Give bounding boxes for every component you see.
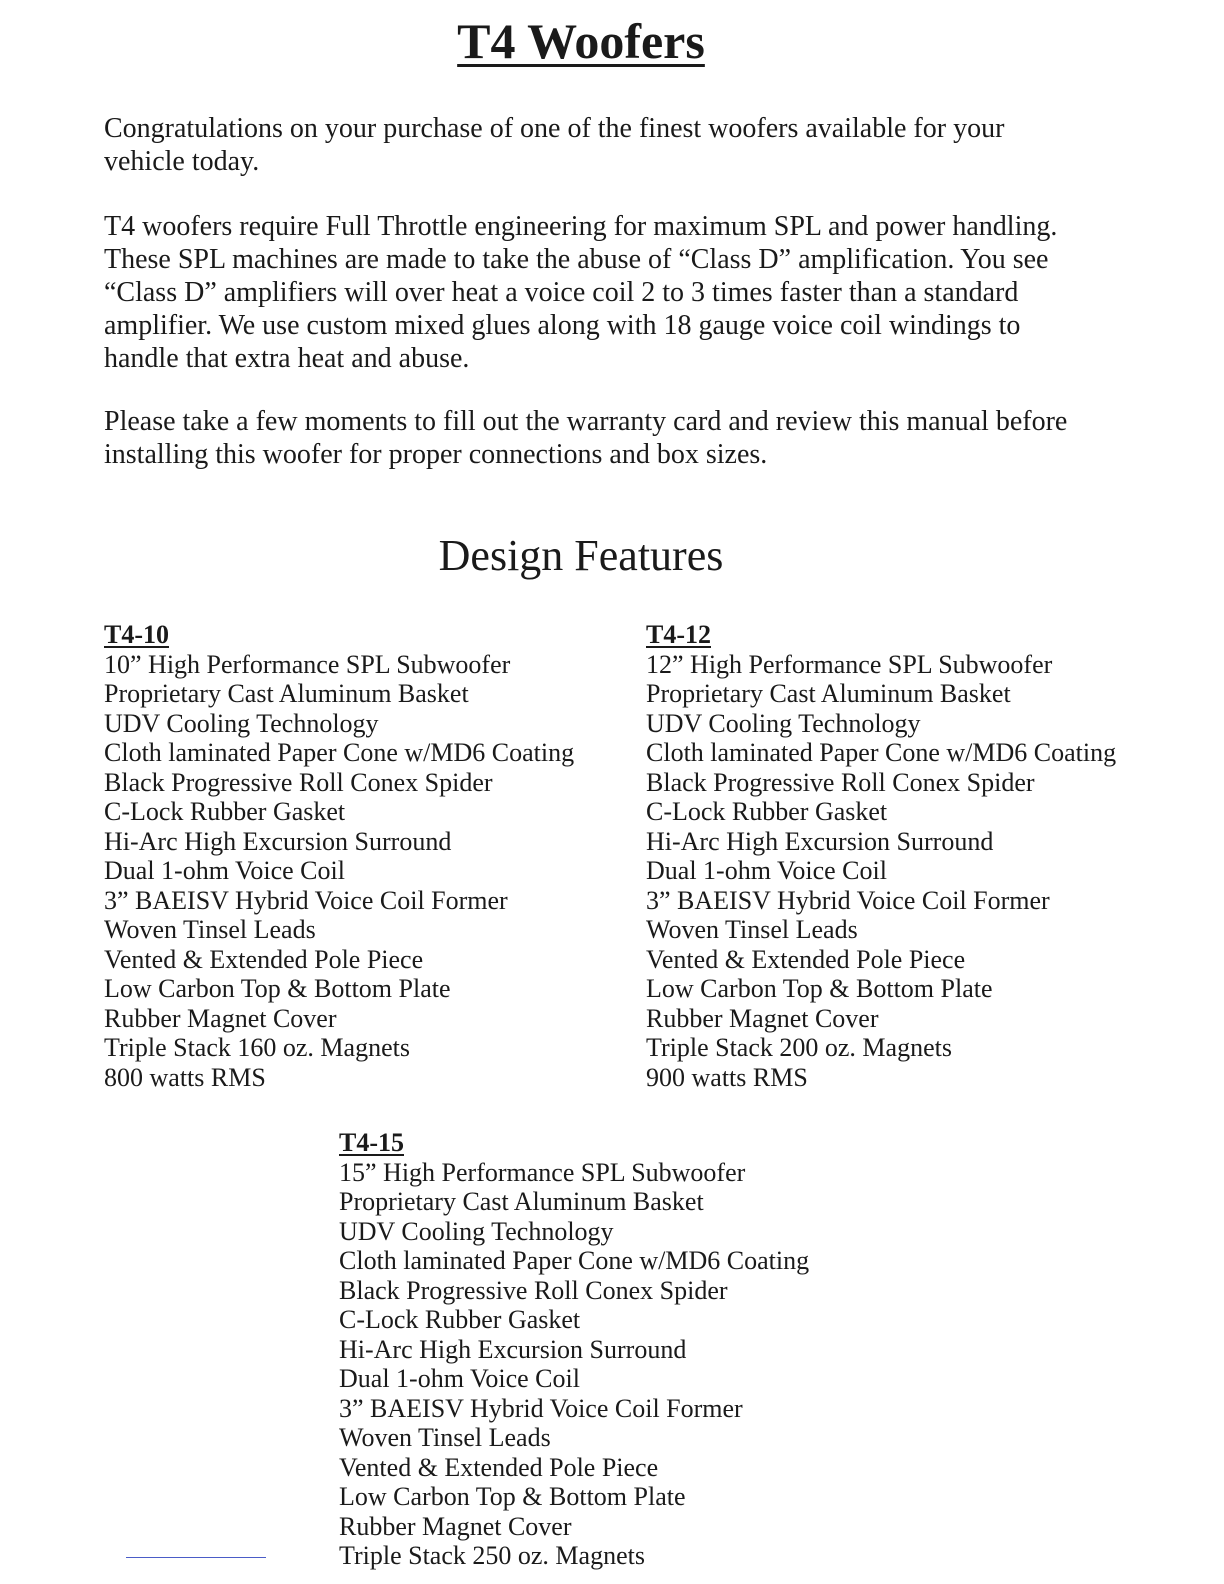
feature-item: Proprietary Cast Aluminum Basket	[646, 679, 1011, 708]
feature-list	[646, 650, 1120, 1093]
feature-item: Hi-Arc High Excursion Surround	[339, 1334, 687, 1364]
feature-item: Black Progressive Roll Conex Spider	[339, 1275, 728, 1305]
feature-item: Cloth laminated Paper Cone w/MD6 Coating	[339, 1246, 810, 1275]
feature-item: 3” BAEISV Hybrid Voice Coil Former	[339, 1393, 743, 1423]
feature-item: 12” High Performance SPL Subwoofer	[646, 649, 1053, 679]
feature-item: Low Carbon Top & Bottom Plate	[104, 974, 451, 1003]
feature-item: 10” High Performance SPL Subwoofer	[104, 649, 511, 679]
feature-item: 800 watts RMS	[104, 1062, 266, 1092]
model-name: T4-15	[339, 1128, 404, 1157]
feature-item: Vented & Extended Pole Piece	[339, 1452, 659, 1482]
feature-item: 15” High Performance SPL Subwoofer	[339, 1157, 746, 1187]
model-t4-10	[104, 620, 684, 1092]
model-name: T4-12	[646, 620, 711, 649]
feature-item: UDV Cooling Technology	[104, 708, 379, 738]
feature-item: Cloth laminated Paper Cone w/MD6 Coating	[646, 738, 1117, 767]
feature-item: 3” BAEISV Hybrid Voice Coil Former	[646, 885, 1050, 915]
feature-item: Triple Stack 200 oz. Magnets	[646, 1033, 952, 1062]
page-title-text: T4 Woofers	[457, 13, 705, 69]
feature-item: UDV Cooling Technology	[339, 1216, 614, 1246]
feature-item: Vented & Extended Pole Piece	[646, 944, 966, 974]
feature-item: Rubber Magnet Cover	[646, 1003, 879, 1033]
page-title	[0, 10, 1162, 72]
feature-item: Dual 1-ohm Voice Coil	[104, 856, 345, 885]
feature-item: 3” BAEISV Hybrid Voice Coil Former	[104, 885, 508, 915]
feature-item: C-Lock Rubber Gasket	[646, 797, 888, 826]
feature-item: Proprietary Cast Aluminum Basket	[339, 1187, 704, 1216]
feature-item: Woven Tinsel Leads	[104, 915, 316, 944]
feature-item: Vented & Extended Pole Piece	[104, 944, 424, 974]
feature-item: Low Carbon Top & Bottom Plate	[339, 1482, 686, 1511]
intro-paragraph-warranty: Please take a few moments to fill out the warranty card and review this manual before installing this woofer for proper connections and box sizes.	[104, 406, 1068, 470]
feature-item: Hi-Arc High Excursion Surround	[104, 826, 452, 856]
feature-item: Black Progressive Roll Conex Spider	[646, 767, 1035, 797]
feature-item: Rubber Magnet Cover	[339, 1511, 572, 1541]
feature-item: Rubber Magnet Cover	[104, 1003, 337, 1033]
feature-item: Dual 1-ohm Voice Coil	[646, 856, 887, 885]
intro-paragraph-congratulations: Congratulations on your purchase of one of the finest woofers available for your vehicle today.	[104, 113, 1005, 177]
feature-item: Cloth laminated Paper Cone w/MD6 Coating	[104, 738, 575, 767]
footnote-rule	[126, 1557, 266, 1558]
feature-item: Woven Tinsel Leads	[646, 915, 858, 944]
model-t4-12	[646, 620, 1120, 1092]
feature-item: C-Lock Rubber Gasket	[339, 1305, 581, 1334]
feature-item: Black Progressive Roll Conex Spider	[104, 767, 493, 797]
feature-item: Hi-Arc High Excursion Surround	[646, 826, 994, 856]
design-features-heading: Design Features	[438, 531, 724, 580]
feature-item: Low Carbon Top & Bottom Plate	[646, 974, 993, 1003]
feature-item: Dual 1-ohm Voice Coil	[339, 1364, 580, 1393]
feature-item: Woven Tinsel Leads	[339, 1423, 551, 1452]
feature-list	[339, 1158, 919, 1571]
model-t4-15	[339, 1128, 919, 1571]
model-name: T4-10	[104, 620, 169, 649]
intro-paragraph-class-d: T4 woofers require Full Throttle engineering for maximum SPL and power handling. These SPL machines are made to take the abuse of “Class D” amplification. You see “Class D” amplifiers will over heat a voice coil 2 to 3 times faster than a standard amplifier. We use custom mixed glues along with 18 gauge voice coil windings to handle that extra heat and abuse.	[104, 211, 1058, 374]
feature-item: C-Lock Rubber Gasket	[104, 797, 346, 826]
feature-list	[104, 650, 684, 1093]
feature-item: Triple Stack 250 oz. Magnets	[339, 1541, 645, 1570]
feature-item: UDV Cooling Technology	[646, 708, 921, 738]
feature-item: Proprietary Cast Aluminum Basket	[104, 679, 469, 708]
feature-item: Triple Stack 160 oz. Magnets	[104, 1033, 410, 1062]
feature-item: 900 watts RMS	[646, 1062, 808, 1092]
